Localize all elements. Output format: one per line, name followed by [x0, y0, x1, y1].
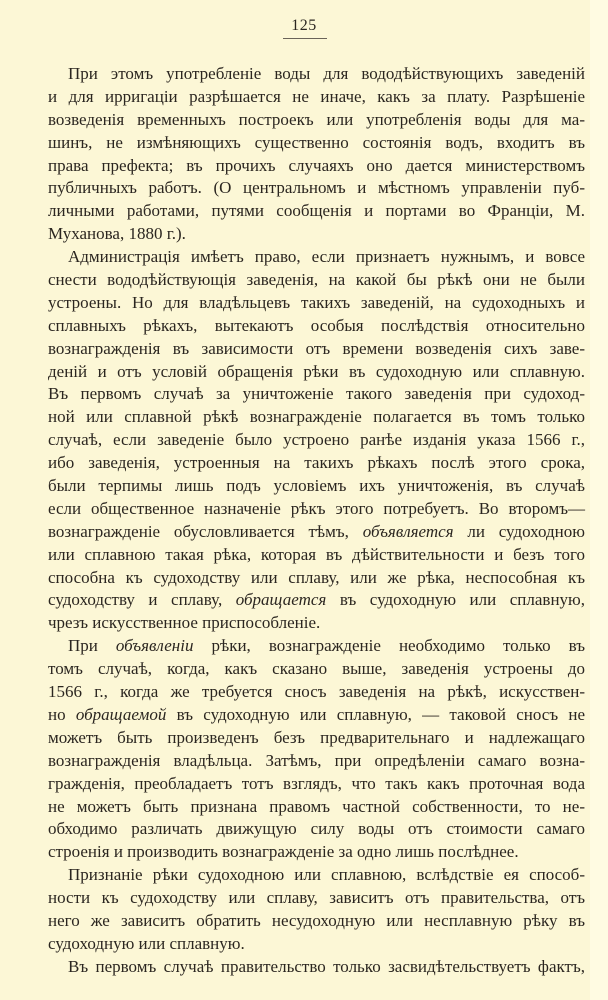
text-segment: въ судоходную или сплавную,: [326, 590, 585, 610]
text-line: [48, 544, 585, 567]
text-segment: 1566 г., когда же требуется сносъ заведенія на рѣкѣ, искусствен-: [48, 682, 585, 702]
text-segment: строенія и производить вознагражденіе за одно лишь послѣднее.: [48, 842, 519, 862]
text-segment: вознагражденія въ зависимости отъ времени возведенія сихъ заве-: [48, 338, 585, 358]
text-line: [48, 315, 585, 338]
text-segment: вознагражденія владѣльца. Затѣмъ, при опредѣленіи самаго возна-: [48, 750, 585, 770]
text-line: [48, 704, 585, 727]
text-segment: гражденія, преобладаетъ тотъ взглядъ, что такъ какъ проточная вода: [48, 773, 585, 793]
text-line: [48, 841, 585, 864]
text-segment: можетъ быть произведенъ безъ предварительнаго и надлежащаго: [48, 727, 585, 747]
text-segment: обходимо различать движущую силу воды отъ стоимости самаго: [48, 819, 585, 839]
italic-emphasis: объявляется: [362, 521, 454, 541]
text-segment: ности къ судоходству или сплаву, зависитъ отъ правительства, отъ: [48, 888, 585, 908]
text-line: [48, 109, 585, 132]
text-line: [48, 200, 585, 223]
text-segment: если общественное назначеніе рѣкъ этого потребуетъ. Во второмъ—: [48, 498, 585, 518]
text-segment: способна къ судоходству или сплаву, или же рѣка, неспособная къ: [48, 567, 585, 587]
text-line: [48, 567, 585, 590]
text-line: [48, 933, 585, 956]
text-line: [48, 635, 585, 658]
text-line: [48, 498, 585, 521]
page-edge: [590, 0, 608, 1000]
italic-emphasis: обращаемой: [75, 704, 167, 724]
text-segment: Въ первомъ случаѣ правительство только засвидѣтельствуетъ фактъ,: [68, 956, 585, 976]
text-line: [48, 292, 585, 315]
body-text: [48, 63, 585, 979]
text-segment: и для ирригаціи разрѣшается не иначе, какъ за плату. Разрѣшеніе: [48, 86, 585, 106]
paragraph: [48, 956, 585, 979]
text-segment: ли судоходною: [453, 521, 585, 541]
text-line: [48, 177, 585, 200]
text-line: [48, 383, 585, 406]
text-line: [48, 727, 585, 750]
italic-emphasis: обращается: [235, 590, 327, 610]
text-segment: но: [48, 704, 76, 724]
text-segment: Администрація имѣетъ право, если признаетъ нужнымъ, и вовсе: [68, 247, 585, 267]
text-segment: публичныхъ работъ. (О центральномъ и мѣстномъ управленіи пуб-: [48, 178, 585, 198]
text-segment: были терпимы лишь подъ условіемъ ихъ уничтоженія, въ случаѣ: [48, 476, 585, 496]
text-segment: снести вододѣйствующія заведенія, на какой бы рѣкѣ они не были: [48, 270, 585, 290]
text-line: [48, 475, 585, 498]
text-line: [48, 612, 585, 635]
text-segment: При: [68, 636, 116, 656]
text-line: [48, 521, 585, 544]
paragraph: [48, 635, 585, 864]
page-number-rule: [283, 38, 327, 39]
text-line: [48, 681, 585, 704]
text-line: [48, 773, 585, 796]
text-segment: или сплавною такая рѣка, которая въ дѣйствительности и безъ того: [48, 544, 585, 564]
text-line: [48, 452, 585, 475]
text-segment: рѣки, вознагражденіе необходимо только въ: [193, 636, 586, 656]
italic-emphasis: объявленіи: [115, 636, 194, 656]
text-segment: устроены. Но для владѣльцевъ такихъ заведеній, на судоходныхъ и: [48, 292, 585, 312]
text-line: [48, 796, 585, 819]
text-line: [48, 132, 585, 155]
text-segment: въ судоходную или сплавную, — таковой сносъ не: [166, 704, 585, 724]
text-line: [48, 864, 585, 887]
text-segment: шинъ, не измѣняющихъ существенно состоянія водъ, входитъ въ: [48, 132, 585, 152]
paragraph: [48, 63, 585, 246]
text-segment: деній и отъ условій обращенія рѣки въ судоходную или сплавную.: [48, 361, 585, 381]
text-line: [48, 223, 585, 246]
text-segment: Муханова, 1880 г.).: [48, 224, 186, 244]
text-line: [48, 361, 585, 384]
text-line: [48, 589, 585, 612]
text-line: [48, 63, 585, 86]
text-segment: сплавныхъ рѣкахъ, вытекаютъ особыя послѣдствія относительно: [48, 315, 585, 335]
text-segment: него же зависитъ обратить несудоходную или несплавную рѣку въ: [48, 910, 585, 930]
text-line: [48, 956, 585, 979]
text-line: [48, 910, 585, 933]
paragraph: [48, 864, 585, 956]
text-segment: чрезъ искусственное приспособленіе.: [48, 613, 321, 633]
text-segment: не можетъ быть признана правомъ частной собственности, то не-: [48, 796, 585, 816]
text-line: [48, 246, 585, 269]
text-line: [48, 658, 585, 681]
text-segment: Признаніе рѣки судоходною или сплавною, вслѣдствіе ея способ-: [68, 865, 585, 885]
text-line: [48, 269, 585, 292]
text-segment: личными работами, путями сообщенія и портами во Франціи, М.: [48, 201, 585, 221]
text-segment: случаѣ, если заведеніе было устроено ранѣе изданія указа 1566 г.,: [48, 430, 585, 450]
paragraph: [48, 246, 585, 635]
text-line: [48, 86, 585, 109]
text-segment: ибо заведенія, устроенныя на такихъ рѣкахъ послѣ этого срока,: [48, 453, 585, 473]
text-segment: томъ случаѣ, когда, какъ сказано выше, заведенія устроены до: [48, 659, 585, 679]
text-line: [48, 750, 585, 773]
text-segment: Въ первомъ случаѣ за уничтоженіе такого заведенія при судоход-: [48, 384, 585, 404]
text-line: [48, 155, 585, 178]
text-line: [48, 338, 585, 361]
text-line: [48, 406, 585, 429]
text-segment: вознагражденіе обусловливается тѣмъ,: [48, 521, 363, 541]
text-segment: При этомъ употребленіе воды для вододѣйствующихъ заведеній: [68, 64, 585, 83]
text-line: [48, 818, 585, 841]
text-segment: ной или сплавной рѣкѣ вознагражденіе полагается въ томъ только: [48, 407, 585, 427]
page-number: 125: [291, 17, 317, 34]
text-segment: судоходную или сплавную.: [48, 933, 245, 953]
text-segment: права префекта; въ прочихъ случаяхъ оно дается министерствомъ: [48, 155, 585, 175]
text-line: [48, 429, 585, 452]
text-line: [48, 887, 585, 910]
text-segment: возведенія временныхъ построекъ или употребленія воды для ма-: [48, 109, 585, 129]
text-segment: судоходству и сплаву,: [48, 590, 236, 610]
